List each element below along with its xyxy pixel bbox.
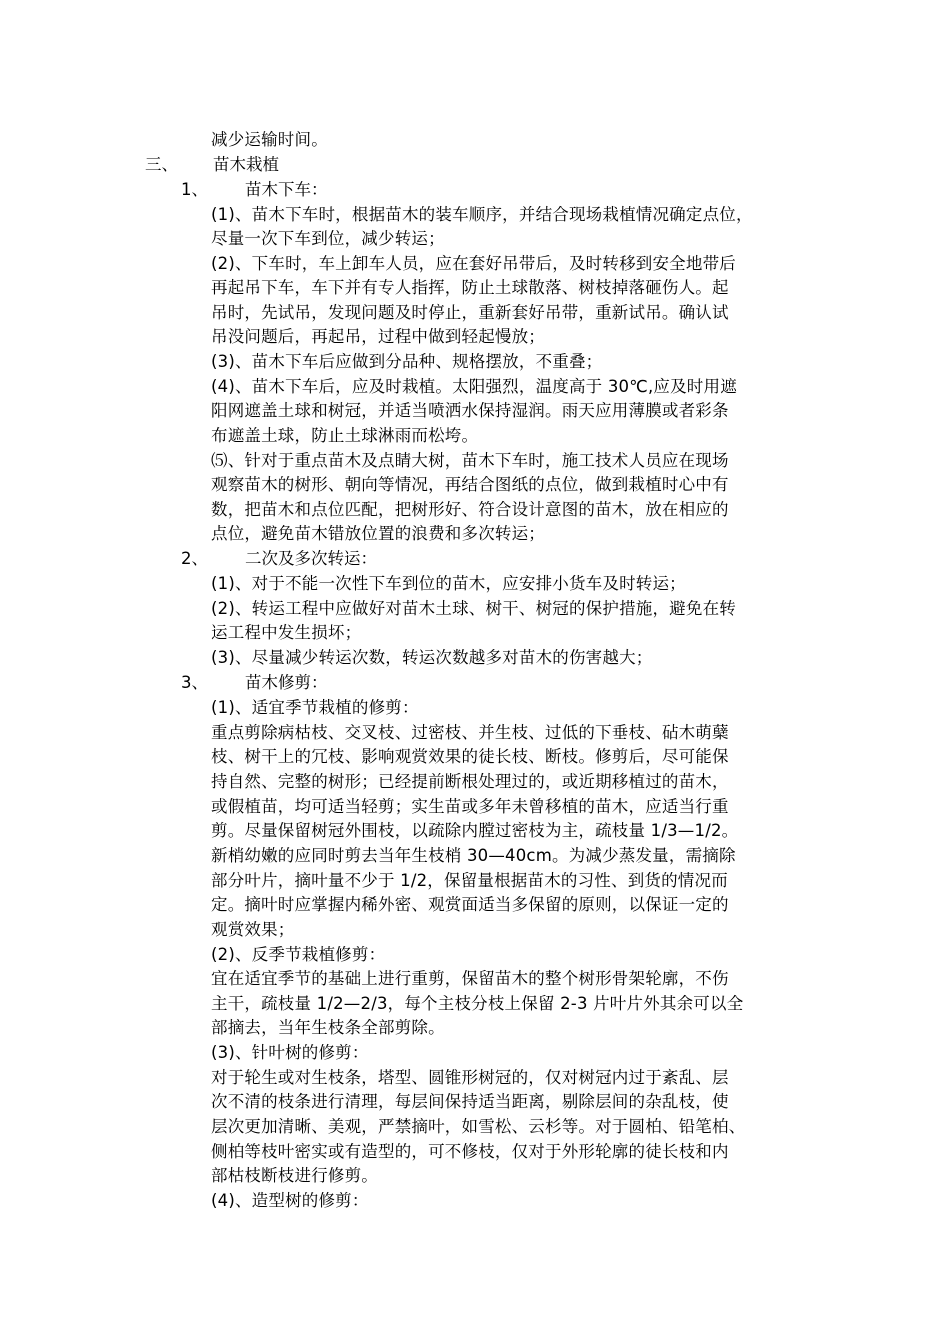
paragraph-line: 剪。尽量保留树冠外围枝，以疏除内膛过密枝为主，疏枝量 1/3—1/2。: [211, 821, 739, 840]
paragraph-line: 部枯枝断枝进行修剪。: [211, 1166, 378, 1185]
paragraph-line: 观赏效果；: [211, 920, 295, 939]
paragraph-line: (4)、造型树的修剪：: [211, 1191, 369, 1210]
paragraph-line: 阳网遮盖土球和树冠，并适当喷洒水保持湿润。雨天应用薄膜或者彩条: [211, 401, 729, 420]
subsection-number: 3、: [181, 673, 208, 692]
paragraph-line: 再起吊下车，车下并有专人指挥，防止土球散落、树枝掉落砸伤人。起: [211, 278, 729, 297]
paragraph-line: (1)、适宜季节栽植的修剪：: [211, 698, 419, 717]
paragraph-line: (2)、下车时，车上卸车人员，应在套好吊带后，及时转移到安全地带后: [211, 254, 736, 273]
paragraph-line: (2)、转运工程中应做好对苗木土球、树干、树冠的保护措施，避免在转: [211, 599, 736, 618]
paragraph-line: 吊时，先试吊，发现问题及时停止，重新套好吊带，重新试吊。确认试: [211, 303, 729, 322]
subsection-title: 苗木修剪：: [245, 673, 328, 692]
paragraph-line: (3)、苗木下车后应做到分品种、规格摆放，不重叠；: [211, 352, 603, 371]
paragraph-line: 或假植苗，均可适当轻剪；实生苗或多年未曾移植的苗木，应适当行重: [211, 797, 729, 816]
paragraph-line: 层次更加清晰、美观，严禁摘叶，如雪松、云杉等。对于圆柏、铅笔柏、: [211, 1117, 746, 1136]
paragraph-line: 点位，避免苗木错放位置的浪费和多次转运；: [211, 524, 545, 543]
paragraph-line: 宜在适宜季节的基础上进行重剪，保留苗木的整个树形骨架轮廓，不伤: [211, 969, 729, 988]
paragraph-line: 吊没问题后，再起吊，过程中做到轻起慢放；: [211, 327, 545, 346]
subsection-title: 二次及多次转运：: [245, 549, 377, 568]
paragraph-line: ⑸、针对于重点苗木及点睛大树，苗木下车时，施工技术人员应在现场: [211, 451, 729, 470]
subsection-number: 2、: [181, 549, 208, 568]
paragraph-line: 重点剪除病枯枝、交叉枝、过密枝、并生枝、过低的下垂枝、砧木萌蘖: [211, 723, 729, 742]
paragraph-line: 观察苗木的树形、朝向等情况，再结合图纸的点位，做到栽植时心中有: [211, 475, 729, 494]
subsection-number: 1、: [181, 180, 208, 199]
section-title: 苗木栽植: [213, 155, 279, 174]
paragraph-line: 主干，疏枝量 1/2—2/3，每个主枝分枝上保留 2-3 片叶片外其余可以全: [211, 994, 744, 1013]
paragraph-line: 减少运输时间。: [211, 130, 328, 149]
paragraph-line: (3)、尽量减少转运次数，转运次数越多对苗木的伤害越大；: [211, 648, 653, 667]
paragraph-line: 定。摘叶时应掌握内稀外密、观赏面适当多保留的原则，以保证一定的: [211, 895, 729, 914]
paragraph-line: (4)、苗木下车后，应及时栽植。太阳强烈，温度高于 30℃,应及时用遮: [211, 377, 737, 396]
paragraph-line: 新梢幼嫩的应同时剪去当年生枝梢 30—40cm。为减少蒸发量，需摘除: [211, 846, 736, 865]
paragraph-line: 尽量一次下车到位，减少转运；: [211, 229, 445, 248]
paragraph-line: 部摘去，当年生枝条全部剪除。: [211, 1018, 445, 1037]
paragraph-line: 布遮盖土球，防止土球淋雨而松垮。: [211, 426, 479, 445]
paragraph-line: (3)、针叶树的修剪：: [211, 1043, 369, 1062]
paragraph-line: (1)、苗木下车时，根据苗木的装车顺序，并结合现场栽植情况确定点位，: [211, 205, 753, 224]
paragraph-line: 部分叶片，摘叶量不少于 1/2，保留量根据苗木的习性、到货的情况而: [211, 871, 728, 890]
paragraph-line: 对于轮生或对生枝条，塔型、圆锥形树冠的，仅对树冠内过于紊乱、层: [211, 1068, 729, 1087]
paragraph-line: 枝、树干上的冗枝、影响观赏效果的徒长枝、断枝。修剪后，尽可能保: [211, 747, 729, 766]
paragraph-line: 次不清的枝条进行清理，每层间保持适当距离，剔除层间的杂乱枝，使: [211, 1092, 729, 1111]
paragraph-line: 运工程中发生损坏；: [211, 623, 362, 642]
paragraph-line: (1)、对于不能一次性下车到位的苗木，应安排小货车及时转运；: [211, 574, 686, 593]
paragraph-line: (2)、反季节栽植修剪：: [211, 945, 386, 964]
subsection-title: 苗木下车：: [245, 180, 328, 199]
section-number: 三、: [145, 155, 178, 174]
paragraph-line: 持自然、完整的树形；已经提前断根处理过的，或近期移植过的苗木，: [211, 772, 729, 791]
paragraph-line: 数，把苗木和点位匹配，把树形好、符合设计意图的苗木，放在相应的: [211, 500, 729, 519]
paragraph-line: 侧柏等枝叶密实或有造型的，可不修枝，仅对于外形轮廓的徒长枝和内: [211, 1142, 729, 1161]
